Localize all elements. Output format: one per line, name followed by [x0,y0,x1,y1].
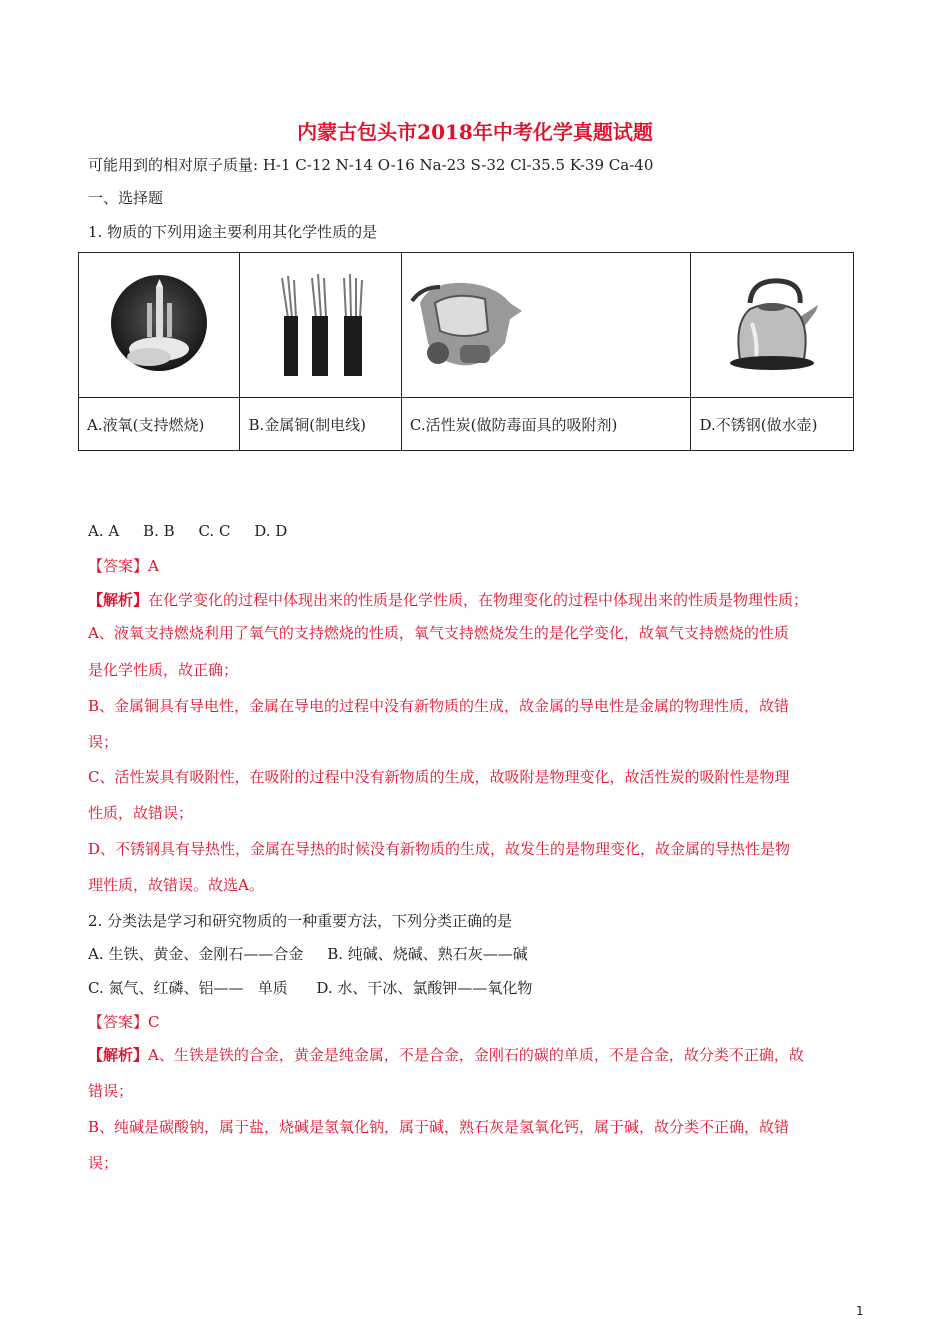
q1-analysis-line-4: B、金属铜具有导电性，金属在导电的过程中没有新物质的生成，故金属的导电性是金属的物理性质，故错 [88,697,790,715]
q2-analysis-line-1: 【解析】A、生铁是铁的合金，黄金是纯金属，不是合金，金刚石的碳的单质，不是合金，故分类不正确，故 [88,1046,804,1064]
answer-tag: 【答案】 [88,1013,149,1031]
q1-analysis-line-7: 性质，故错误； [88,804,194,822]
q1-analysis-line-8: D、不锈钢具有导热性，金属在导热的时候没有新物质的生成，故发生的是物理变化，故金属的导热性是物 [88,840,791,858]
q1-option-d-label: D.不锈钢(做水壶) [691,398,854,451]
atomic-masses: 可能用到的相对原子质量: H-1 C-12 N-14 O-16 Na-23 S-32 Cl-35.5 K-39 Ca-40 [88,156,654,174]
q1-choices: A. A B. B C. C D. D [88,522,288,540]
q2-answer [88,1011,160,1032]
q2-options-line-2: C. 氮气、红磷、铝—— 单质 D. 水、干冰、氯酸钾——氧化物 [88,979,533,997]
q1-analysis-line-1: 【解析】在化学变化的过程中体现出来的性质是化学性质，在物理变化的过程中体现出来的性质是物理性质； [88,591,809,609]
q2-options-line-1: A. 生铁、黄金、金刚石——合金 B. 纯碱、烧碱、熟石灰——碱 [88,945,528,963]
page-number: 1 [856,1304,864,1318]
q1-analysis-line-2: A、液氧支持燃烧利用了氧气的支持燃烧的性质，氧气支持燃烧发生的是化学变化，故氧气支持燃烧的性质 [88,624,789,642]
q1-cell-b-image [240,253,401,398]
q1-analysis-line-3: 是化学性质，故正确； [88,661,239,679]
q1-analysis-line-6: C、活性炭具有吸附性，在吸附的过程中没有新物质的生成，故吸附是物理变化，故活性炭的吸附性是物理 [88,768,790,786]
q1-analysis-line-5: 误； [88,733,119,751]
q2-analysis-line-2: 错误； [88,1082,134,1100]
rocket-launch-image [109,273,209,373]
q1-options-table [78,252,854,451]
q1-cell-c-image [401,253,691,398]
q1-answer [88,555,159,576]
q1-option-a-label: A.液氧(支持燃烧) [79,398,240,451]
gas-mask-image [410,273,530,373]
answer-tag: 【答案】 [88,557,149,575]
answer-value: C [148,1013,160,1031]
page-title: 内蒙古包头市2018年中考化学真题试题 [297,120,653,144]
q1-analysis-line-9: 理性质，故错误。故选A。 [88,876,264,894]
answer-value: A [148,557,159,575]
q1-cell-d-image [691,253,854,398]
analysis-tag: 【解析】 [88,591,149,609]
q1-option-b-label: B.金属铜(制电线) [240,398,401,451]
section-heading: 一、选择题 [88,189,164,207]
q2-analysis-line-4: 误； [88,1154,119,1172]
q1-option-c-label: C.活性炭(做防毒面具的吸附剂) [401,398,691,451]
q1-cell-a-image [79,253,240,398]
analysis-tag: 【解析】 [88,1046,149,1064]
kettle-image [722,273,822,373]
q1-stem: 1. 物质的下列用途主要利用其化学性质的是 [88,223,378,241]
q2-analysis-line-3: B、纯碱是碳酸钠，属于盐，烧碱是氢氧化钠，属于碱，熟石灰是氢氧化钙，属于碱，故分类不正确，故错 [88,1118,790,1136]
copper-wire-cables-image [266,268,376,378]
q2-stem: 2. 分类法是学习和研究物质的一种重要方法，下列分类正确的是 [88,912,513,930]
